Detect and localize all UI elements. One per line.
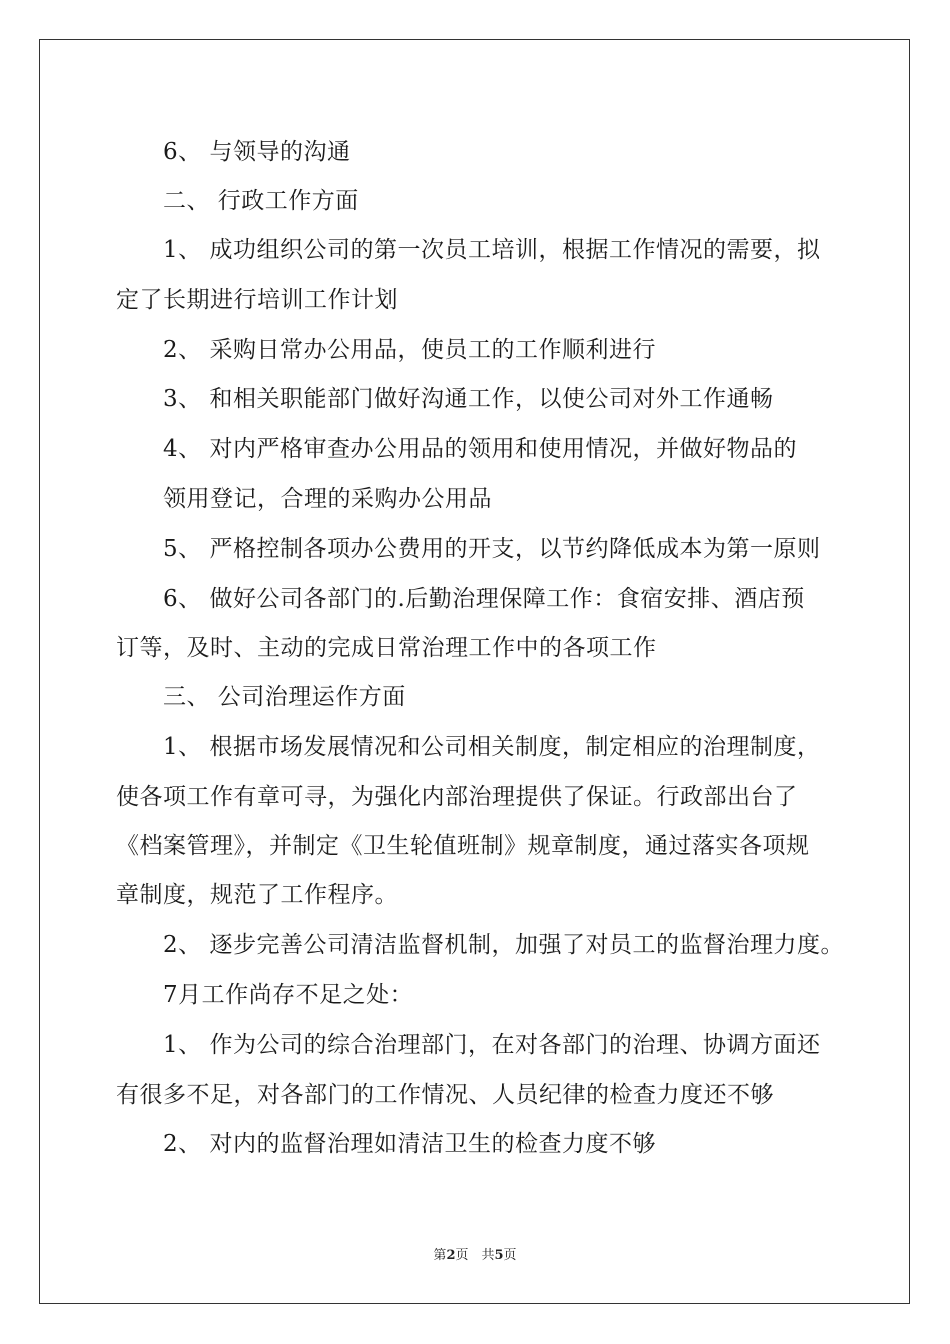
total-page-number: 5 bbox=[494, 1248, 504, 1263]
page-frame bbox=[39, 39, 910, 1304]
text-line: 定了长期进行培训工作计划 bbox=[116, 287, 398, 313]
text-line: 5、 严格控制各项办公费用的开支，以节约降低成本为第一原则 bbox=[163, 536, 821, 562]
text-line: 有很多不足，对各部门的工作情况、人员纪律的检查力度还不够 bbox=[116, 1082, 774, 1108]
current-page-number: 2 bbox=[446, 1248, 456, 1263]
section-heading: 7月工作尚存不足之处： bbox=[163, 982, 414, 1008]
text-line: 《档案管理》，并制定《卫生轮值班制》规章制度，通过落实各项规 bbox=[116, 833, 810, 859]
text-line: 4、 对内严格审查办公用品的领用和使用情况，并做好物品的 bbox=[163, 436, 797, 462]
section-heading: 三、 公司治理运作方面 bbox=[163, 684, 406, 710]
text-line: 领用登记，合理的采购办公用品 bbox=[163, 486, 492, 512]
text-line: 2、 对内的监督治理如清洁卫生的检查力度不够 bbox=[163, 1131, 656, 1157]
page-number-footer bbox=[0, 1248, 950, 1264]
text-line: 使各项工作有章可寻，为强化内部治理提供了保证。行政部出台了 bbox=[116, 784, 798, 810]
text-line: 2、 逐步完善公司清洁监督机制，加强了对员工的监督治理力度。 bbox=[163, 932, 844, 958]
text-line: 1、 作为公司的综合治理部门，在对各部门的治理、协调方面还 bbox=[163, 1032, 821, 1058]
section-heading: 二、 行政工作方面 bbox=[163, 188, 359, 214]
text-line: 订等，及时、主动的完成日常治理工作中的各项工作 bbox=[116, 635, 657, 661]
page-mid: 页 共 bbox=[455, 1248, 495, 1263]
text-line: 6、 做好公司各部门的.后勤治理保障工作：食宿安排、酒店预 bbox=[163, 586, 805, 612]
text-line: 1、 成功组织公司的第一次员工培训，根据工作情况的需要，拟 bbox=[163, 237, 821, 263]
page-prefix: 第 bbox=[433, 1248, 447, 1263]
text-line: 2、 采购日常办公用品，使员工的工作顺利进行 bbox=[163, 337, 656, 363]
text-line: 章制度，规范了工作程序。 bbox=[116, 882, 398, 908]
text-line: 1、 根据市场发展情况和公司相关制度，制定相应的治理制度， bbox=[163, 734, 821, 760]
text-line: 3、 和相关职能部门做好沟通工作，以使公司对外工作通畅 bbox=[163, 386, 774, 412]
text-line: 6、 与领导的沟通 bbox=[163, 139, 351, 165]
page-suffix: 页 bbox=[503, 1248, 517, 1263]
